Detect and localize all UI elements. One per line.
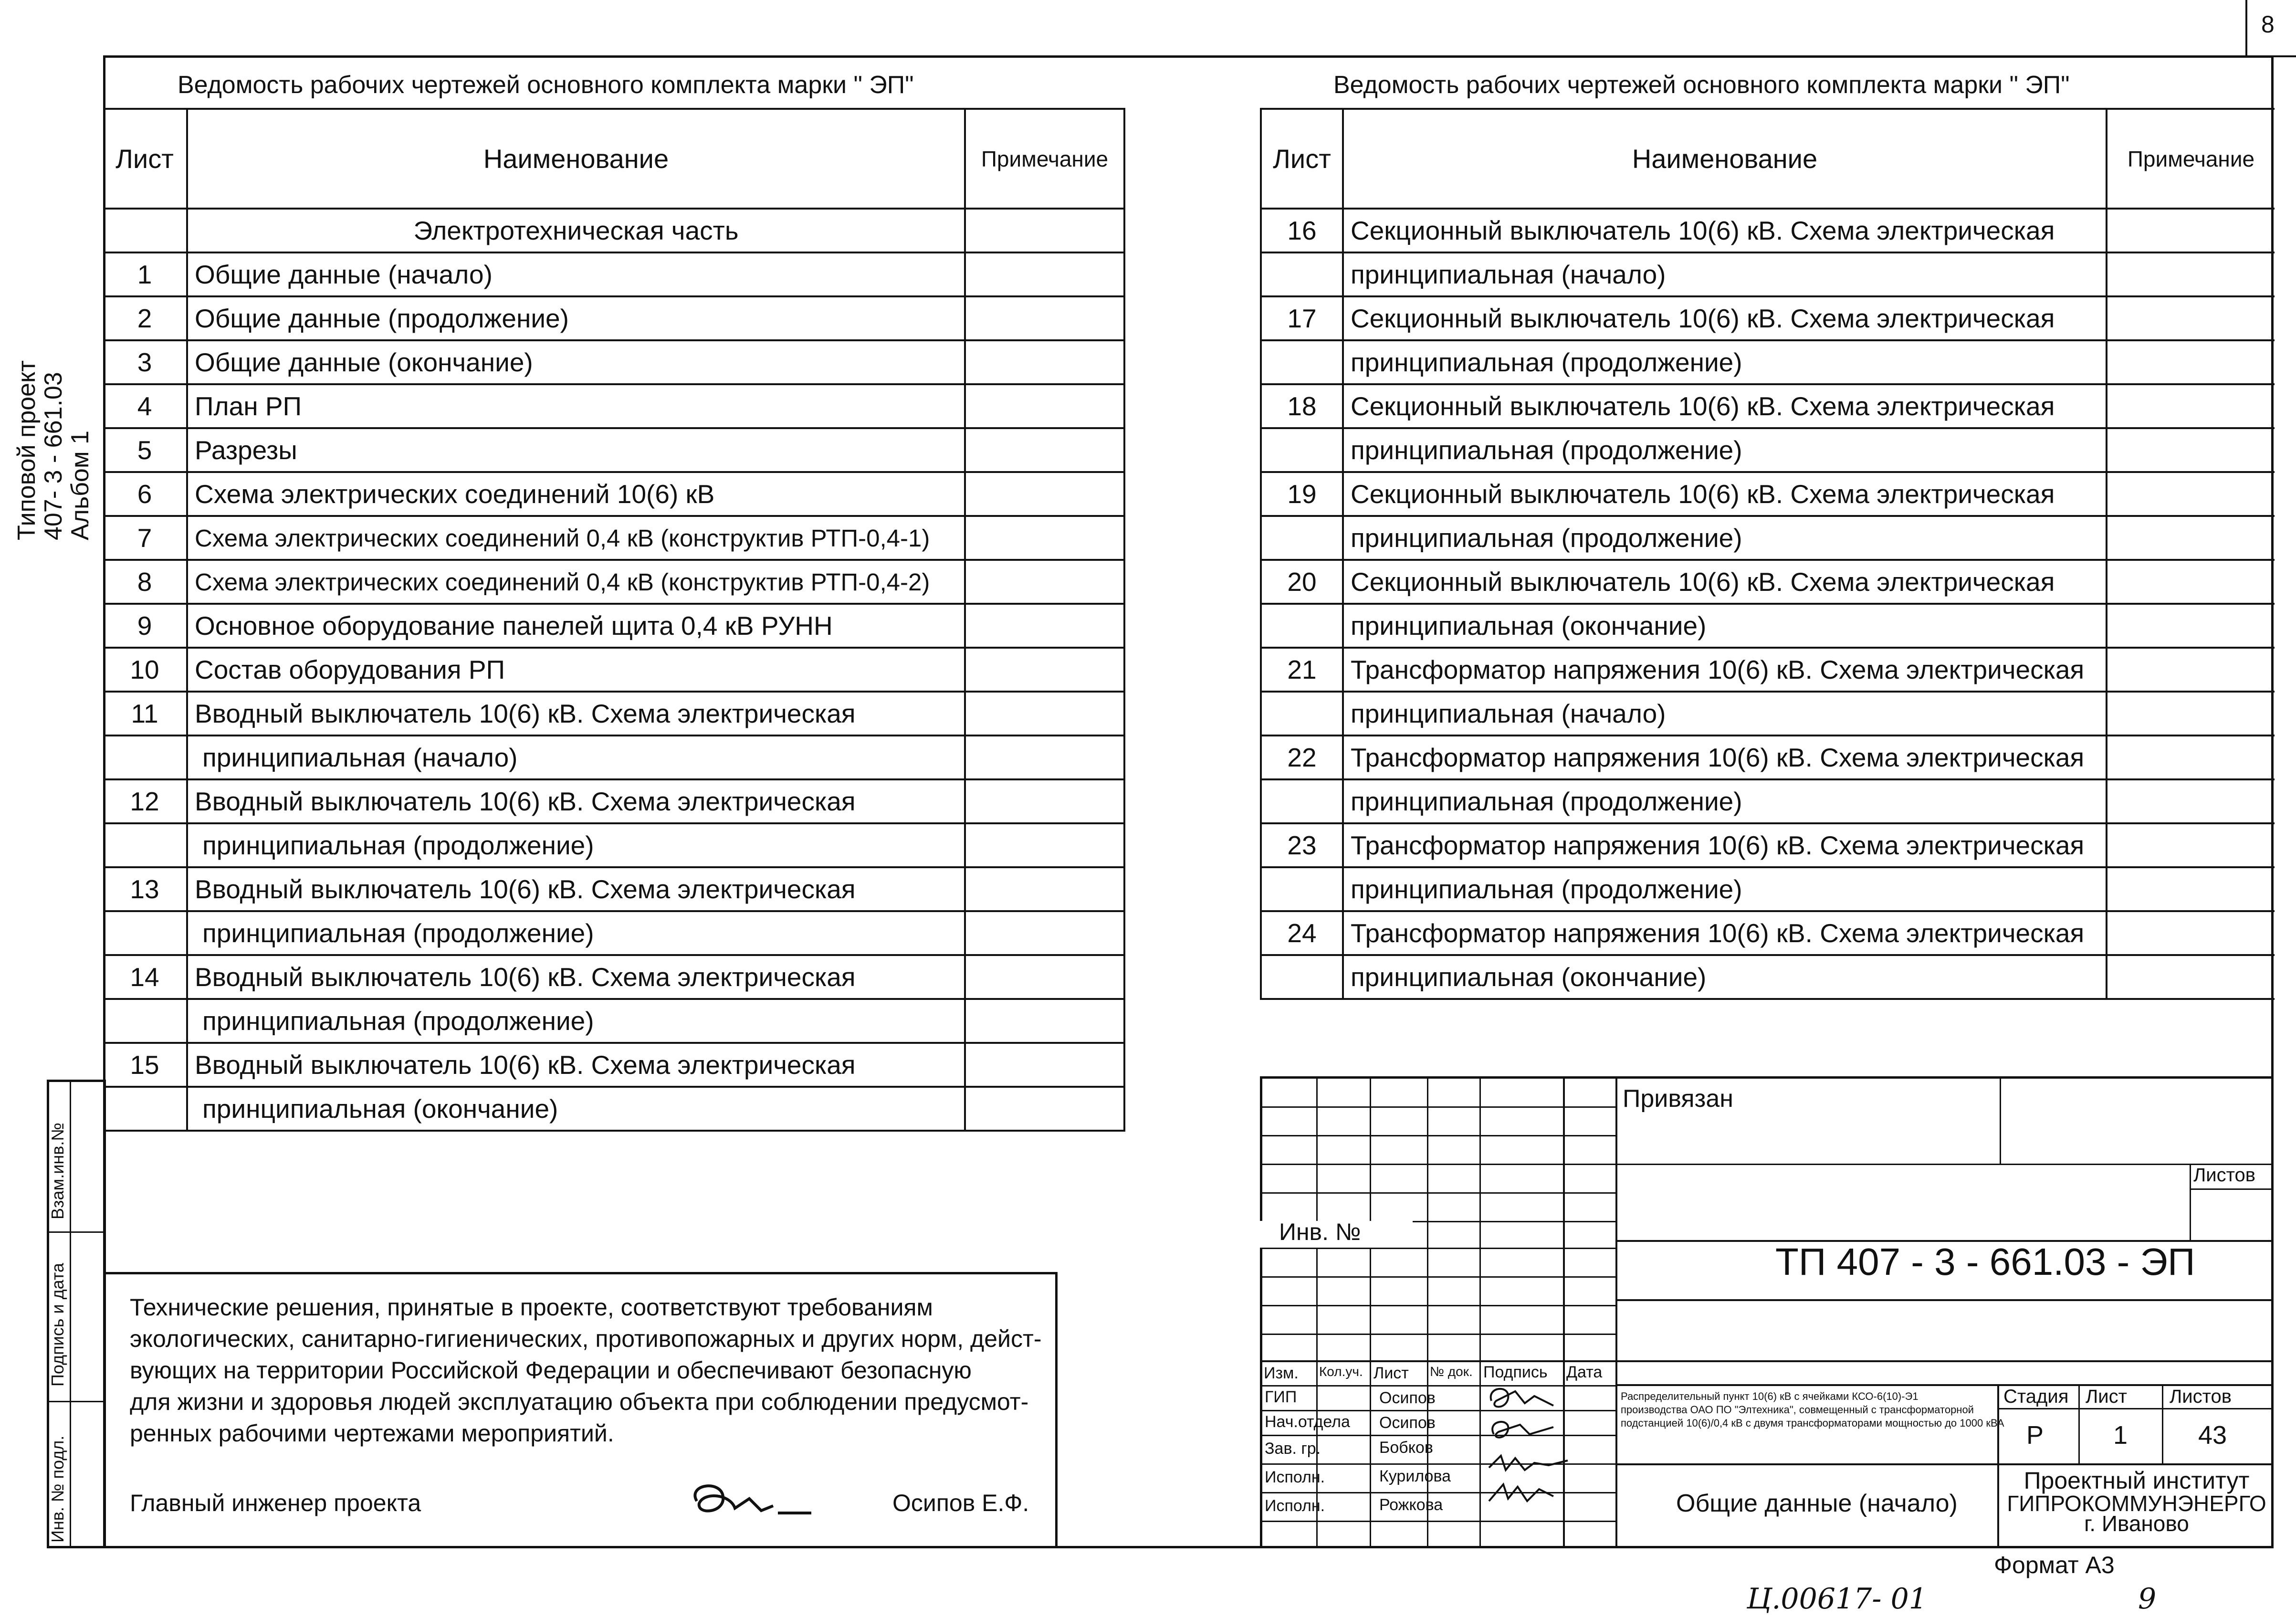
statement-line-2: экологических, санитарно-гигиенических, противопожарных и других норм, дейст- bbox=[130, 1325, 1042, 1352]
stamp-grid-v6 bbox=[1615, 1078, 1617, 1548]
row-name: принципиальная (начало) bbox=[1343, 252, 2107, 296]
stamp-sheets: 43 bbox=[2198, 1421, 2227, 1450]
stamp-sheet: 1 bbox=[2113, 1421, 2128, 1450]
compliance-statement bbox=[130, 1292, 1060, 1449]
row-name: Схема электрических соединений 0,4 кВ (конструктив РТП-0,4-2) bbox=[187, 560, 965, 604]
right-header-note: Примечание bbox=[2107, 109, 2275, 209]
row-name: Секционный выключатель 10(6) кВ. Схема электрическая bbox=[1343, 560, 2107, 604]
table-row bbox=[1261, 911, 2275, 955]
row-sheet-num: 15 bbox=[103, 1043, 187, 1087]
row-name: Трансформатор напряжения 10(6) кВ. Схема электрическая bbox=[1343, 823, 2107, 867]
row-name: Вводный выключатель 10(6) кВ. Схема электрическая bbox=[187, 692, 965, 735]
row-sheet-num bbox=[103, 1087, 187, 1131]
row-name: принципиальная (окончание) bbox=[187, 1087, 965, 1131]
row-sheet-num bbox=[103, 735, 187, 779]
row-sheet-num: 23 bbox=[1261, 823, 1343, 867]
side-project-line1: Типовой проект bbox=[13, 360, 41, 540]
row-name: Состав оборудования РП bbox=[187, 648, 965, 692]
stamp-org-1: Проектный институт bbox=[2023, 1467, 2250, 1494]
table-row bbox=[1261, 384, 2275, 428]
row-name: принципиальная (продолжение) bbox=[187, 999, 965, 1043]
stamp-description-1: Распределительный пункт 10(6) кВ с ячейками КСО-6(10)-Э1 bbox=[1621, 1390, 1919, 1402]
stamp-grid-v4 bbox=[1479, 1078, 1481, 1548]
stamp-name-gip: Осипов bbox=[1379, 1389, 1436, 1407]
stamp-inv-no: Инв. № bbox=[1279, 1219, 1361, 1245]
stamp-grid-h9 bbox=[1260, 1334, 1615, 1335]
row-name: Вводный выключатель 10(6) кВ. Схема электрическая bbox=[187, 779, 965, 823]
table-row bbox=[103, 472, 1124, 516]
statement-line-3: вующих на территории Российской Федерации и обеспечивают безопасную bbox=[130, 1357, 972, 1384]
row-sheet-num: 11 bbox=[103, 692, 187, 735]
row-sheet-num bbox=[1261, 692, 1343, 735]
right-drawings-table bbox=[1260, 108, 2275, 1000]
row-sheet-num: 20 bbox=[1261, 560, 1343, 604]
table-row bbox=[103, 735, 1124, 779]
table-row bbox=[1261, 735, 2275, 779]
table-row bbox=[103, 384, 1124, 428]
stamp-description bbox=[1621, 1390, 2004, 1430]
stamp-grid-h1 bbox=[1260, 1106, 1615, 1108]
stamp-col-izm: Изм. bbox=[1264, 1364, 1299, 1382]
row-sheet-num: 12 bbox=[103, 779, 187, 823]
stamp-org bbox=[2000, 1467, 2274, 1536]
row-sheet-num: 6 bbox=[103, 472, 187, 516]
row-name: Трансформатор напряжения 10(6) кВ. Схема электрическая bbox=[1343, 648, 2107, 692]
stamp-signatures bbox=[1482, 1382, 1577, 1525]
stamp-description-3: подстанцией 10(6)/0,4 кВ с двумя трансформаторами мощностью до 1000 кВА bbox=[1621, 1417, 2004, 1429]
table-row bbox=[1261, 867, 2275, 911]
right-header-name: Наименование bbox=[1343, 109, 2107, 209]
row-name: Секционный выключатель 10(6) кВ. Схема электрическая bbox=[1343, 296, 2107, 340]
table-row bbox=[103, 516, 1124, 560]
table-row bbox=[103, 692, 1124, 735]
right-table-header bbox=[1261, 109, 2275, 209]
row-name: Секционный выключатель 10(6) кВ. Схема электрическая bbox=[1343, 384, 2107, 428]
stamp-grid-h4 bbox=[1260, 1192, 1615, 1194]
table-row bbox=[1261, 296, 2275, 340]
row-sheet-num: 7 bbox=[103, 516, 187, 560]
chief-engineer-name: Осипов Е.Ф. bbox=[892, 1490, 1029, 1516]
row-sheet-num bbox=[1261, 604, 1343, 648]
row-sheet-num bbox=[1261, 252, 1343, 296]
left-approval-sep-2 bbox=[47, 1401, 106, 1402]
table-row bbox=[103, 823, 1124, 867]
stamp-privyazan: Привязан bbox=[1623, 1085, 1734, 1113]
stamp-col-kol: Кол.уч. bbox=[1319, 1364, 1363, 1379]
table-row bbox=[103, 296, 1124, 340]
row-name: принципиальная (начало) bbox=[187, 735, 965, 779]
sheet-number-divider bbox=[2245, 0, 2247, 56]
label-podpis-data: Подпись и дата bbox=[48, 1263, 67, 1387]
stamp-grid-h8 bbox=[1260, 1305, 1615, 1306]
row-sheet-num: 4 bbox=[103, 384, 187, 428]
row-name: принципиальная (продолжение) bbox=[1343, 516, 2107, 560]
stamp-role-ispoln-1: Исполн. bbox=[1265, 1468, 1325, 1486]
row-name: Вводный выключатель 10(6) кВ. Схема электрическая bbox=[187, 955, 965, 999]
table-row bbox=[1261, 648, 2275, 692]
left-section-title: Электротехническая часть bbox=[187, 209, 965, 252]
left-approval-divider bbox=[70, 1080, 71, 1548]
row-name: Общие данные (начало) bbox=[187, 252, 965, 296]
row-sheet-num: 5 bbox=[103, 428, 187, 472]
row-name: принципиальная (окончание) bbox=[1343, 955, 2107, 999]
table-row bbox=[1261, 823, 2275, 867]
left-drawings-table bbox=[103, 108, 1125, 1132]
table-row bbox=[103, 604, 1124, 648]
table-row bbox=[1261, 340, 2275, 384]
stamp-code: ТП 407 - 3 - 661.03 - ЭП bbox=[1775, 1240, 2195, 1283]
row-name: принципиальная (продолжение) bbox=[187, 911, 965, 955]
left-header-sheet: Лист bbox=[103, 109, 187, 209]
row-name: Разрезы bbox=[187, 428, 965, 472]
stamp-privyazan-divider bbox=[2000, 1078, 2001, 1164]
stamp-role-zav: Зав. гр. bbox=[1265, 1439, 1321, 1458]
chief-engineer-label: Главный инженер проекта bbox=[130, 1490, 421, 1516]
handwritten-code: Ц.00617- 01 bbox=[1747, 1582, 1927, 1616]
row-name: принципиальная (продолжение) bbox=[187, 823, 965, 867]
row-name: Схема электрических соединений 0,4 кВ (конструктив РТП-0,4-1) bbox=[187, 516, 965, 560]
stamp-stage-head-line bbox=[1997, 1408, 2274, 1409]
row-sheet-num bbox=[1261, 955, 1343, 999]
table-row bbox=[1261, 516, 2275, 560]
row-sheet-num: 10 bbox=[103, 648, 187, 692]
row-name: Вводный выключатель 10(6) кВ. Схема электрическая bbox=[187, 867, 965, 911]
table-row bbox=[103, 252, 1124, 296]
row-name: принципиальная (продолжение) bbox=[1343, 867, 2107, 911]
statement-line-4: для жизни и здоровья людей эксплуатацию объекта при соблюдении предусмот- bbox=[130, 1388, 1029, 1415]
side-project-line2: 407- 3 - 661.03 bbox=[40, 372, 67, 540]
left-header-name: Наименование bbox=[187, 109, 965, 209]
row-name: принципиальная (продолжение) bbox=[1343, 428, 2107, 472]
stamp-role-ispoln-2: Исполн. bbox=[1265, 1497, 1325, 1515]
stamp-sheet-label: Лист bbox=[2086, 1386, 2127, 1407]
chief-engineer-signature bbox=[678, 1475, 816, 1527]
table-row bbox=[1261, 209, 2275, 252]
statement-line-1: Технические решения, принятые в проекте, соответствуют требованиям bbox=[130, 1294, 933, 1321]
row-name: Трансформатор напряжения 10(6) кВ. Схема электрическая bbox=[1343, 735, 2107, 779]
row-sheet-num: 17 bbox=[1261, 296, 1343, 340]
row-sheet-num bbox=[1261, 340, 1343, 384]
row-sheet-num: 8 bbox=[103, 560, 187, 604]
row-sheet-num: 18 bbox=[1261, 384, 1343, 428]
stamp-org-2: ГИПРОКОММУНЭНЕРГО bbox=[2007, 1491, 2266, 1516]
stamp-desc-top-line bbox=[1615, 1299, 2274, 1301]
table-row bbox=[1261, 428, 2275, 472]
stamp-privyazan-bottom bbox=[1615, 1164, 2274, 1165]
stamp-row-line-b bbox=[1615, 1463, 2274, 1465]
row-sheet-num bbox=[1261, 428, 1343, 472]
stamp-col-sign: Подпись bbox=[1483, 1363, 1548, 1381]
stamp-format: Формат А3 bbox=[1994, 1552, 2115, 1578]
table-row bbox=[103, 867, 1124, 911]
row-sheet-num: 14 bbox=[103, 955, 187, 999]
row-name: принципиальная (продолжение) bbox=[1343, 340, 2107, 384]
table-row bbox=[103, 1087, 1124, 1131]
stamp-stage-v1 bbox=[2078, 1384, 2080, 1465]
stamp-grid-h6 bbox=[1260, 1248, 1615, 1249]
row-sheet-num: 2 bbox=[103, 296, 187, 340]
table-row bbox=[1261, 252, 2275, 296]
row-name: Трансформатор напряжения 10(6) кВ. Схема электрическая bbox=[1343, 911, 2107, 955]
row-sheet-num bbox=[1261, 516, 1343, 560]
row-name: принципиальная (окончание) bbox=[1343, 604, 2107, 648]
row-sheet-num bbox=[1261, 867, 1343, 911]
table-row bbox=[103, 911, 1124, 955]
row-sheet-num bbox=[1261, 779, 1343, 823]
stamp-listov-line bbox=[2190, 1188, 2274, 1190]
statement-line-5: ренных рабочими чертежами мероприятий. bbox=[130, 1420, 614, 1447]
left-table-header bbox=[103, 109, 1124, 209]
stamp-name-ispoln-1: Курилова bbox=[1379, 1467, 1451, 1485]
stamp-description-2: производства ОАО ПО "Элтехника", совмещенный с трансформаторной bbox=[1621, 1404, 1974, 1416]
table-row bbox=[1261, 560, 2275, 604]
side-project-line3: Альбом 1 bbox=[66, 431, 94, 540]
stamp-stage: Р bbox=[2026, 1421, 2044, 1450]
stamp-role-nach: Нач.отдела bbox=[1265, 1413, 1350, 1431]
stamp-name-zav: Бобков bbox=[1379, 1439, 1433, 1457]
row-sheet-num: 22 bbox=[1261, 735, 1343, 779]
row-sheet-num: 9 bbox=[103, 604, 187, 648]
stamp-grid-h7 bbox=[1260, 1276, 1615, 1278]
row-sheet-num: 24 bbox=[1261, 911, 1343, 955]
stamp-name-nach: Осипов bbox=[1379, 1414, 1436, 1432]
stamp-col-date: Дата bbox=[1566, 1363, 1603, 1381]
row-sheet-num: 1 bbox=[103, 252, 187, 296]
stamp-grid-h2 bbox=[1260, 1135, 1615, 1136]
row-sheet-num: 3 bbox=[103, 340, 187, 384]
table-row bbox=[103, 428, 1124, 472]
left-table-title: Ведомость рабочих чертежей основного комплекта марки " ЭП" bbox=[178, 71, 914, 99]
left-approval-sep-1 bbox=[47, 1231, 106, 1233]
stamp-org-3: г. Иваново bbox=[2084, 1511, 2189, 1536]
table-row bbox=[103, 560, 1124, 604]
table-row bbox=[1261, 955, 2275, 999]
row-name: Общие данные (продолжение) bbox=[187, 296, 965, 340]
row-name: План РП bbox=[187, 384, 965, 428]
stamp-sheet-title: Общие данные (начало) bbox=[1676, 1490, 1958, 1517]
row-name: Основное оборудование панелей щита 0,4 кВ РУНН bbox=[187, 604, 965, 648]
stamp-stage-v2 bbox=[2162, 1384, 2163, 1465]
row-name: Схема электрических соединений 10(6) кВ bbox=[187, 472, 965, 516]
table-row bbox=[1261, 692, 2275, 735]
right-table-title: Ведомость рабочих чертежей основного комплекта марки " ЭП" bbox=[1333, 71, 2070, 99]
label-inv-podl: Инв. № подл. bbox=[48, 1435, 67, 1543]
stamp-col-doc: № док. bbox=[1430, 1364, 1473, 1379]
row-name: Общие данные (окончание) bbox=[187, 340, 965, 384]
table-row bbox=[1261, 604, 2275, 648]
side-project-label bbox=[13, 360, 94, 540]
sheet-number-top: 8 bbox=[2261, 11, 2275, 38]
left-table-section-row bbox=[103, 209, 1124, 252]
row-sheet-num: 21 bbox=[1261, 648, 1343, 692]
label-vzam-inv: Взам.инв.№ bbox=[48, 1122, 67, 1219]
row-name: принципиальная (начало) bbox=[1343, 692, 2107, 735]
row-sheet-num bbox=[103, 823, 187, 867]
stamp-listov-divider bbox=[2190, 1164, 2191, 1240]
table-row bbox=[103, 340, 1124, 384]
row-sheet-num: 16 bbox=[1261, 209, 1343, 252]
table-row bbox=[103, 1043, 1124, 1087]
table-row bbox=[103, 999, 1124, 1043]
row-sheet-num: 19 bbox=[1261, 472, 1343, 516]
row-name: Секционный выключатель 10(6) кВ. Схема электрическая bbox=[1343, 472, 2107, 516]
row-name: Секционный выключатель 10(6) кВ. Схема электрическая bbox=[1343, 209, 2107, 252]
table-row bbox=[103, 955, 1124, 999]
stamp-listov-top: Листов bbox=[2193, 1165, 2255, 1186]
stamp-name-ispoln-2: Рожкова bbox=[1379, 1496, 1443, 1514]
table-row bbox=[103, 779, 1124, 823]
stamp-stage-label: Стадия bbox=[2003, 1386, 2069, 1407]
table-row bbox=[1261, 779, 2275, 823]
row-name: Вводный выключатель 10(6) кВ. Схема электрическая bbox=[187, 1043, 965, 1087]
left-header-note: Примечание bbox=[965, 109, 1124, 209]
stamp-col-list: Лист bbox=[1373, 1364, 1409, 1382]
table-row bbox=[103, 648, 1124, 692]
handwritten-page: 9 bbox=[2138, 1582, 2157, 1616]
stamp-sheets-label: Листов bbox=[2170, 1386, 2232, 1407]
table-row bbox=[1261, 472, 2275, 516]
stamp-grid-h10 bbox=[1260, 1360, 2274, 1362]
right-header-sheet: Лист bbox=[1261, 109, 1343, 209]
row-sheet-num bbox=[103, 999, 187, 1043]
stamp-grid-h3 bbox=[1260, 1164, 1615, 1165]
row-name: принципиальная (продолжение) bbox=[1343, 779, 2107, 823]
row-sheet-num: 13 bbox=[103, 867, 187, 911]
stamp-role-gip: ГИП bbox=[1265, 1388, 1297, 1406]
stamp-grid-v2 bbox=[1370, 1078, 1371, 1548]
row-sheet-num bbox=[103, 911, 187, 955]
